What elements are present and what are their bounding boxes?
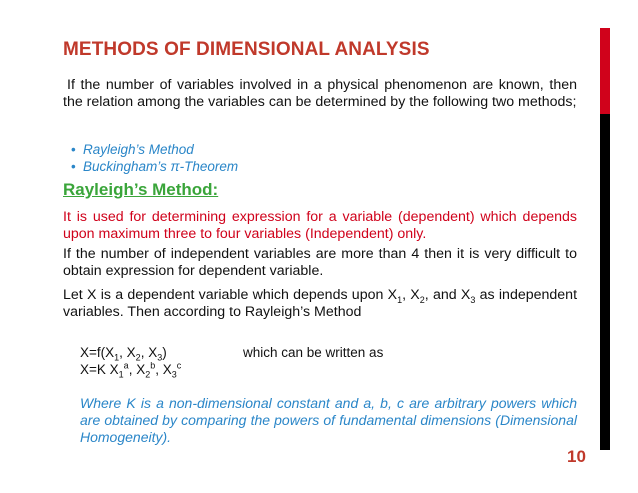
eq-part: , X bbox=[155, 362, 172, 377]
intro-text: If the number of variables involved in a physical phenomenon are known, then the relation among the variables can be determined by the following two methods; bbox=[63, 77, 577, 110]
let-text-2: , X bbox=[402, 287, 420, 303]
let-text-1: Let X is a dependent variable which depends upon X bbox=[63, 287, 398, 303]
bullet-icon: • bbox=[71, 142, 76, 157]
eq-part: , X bbox=[140, 345, 158, 360]
subscript: 3 bbox=[157, 352, 163, 363]
page-number: 10 bbox=[567, 447, 586, 466]
method-rayleigh: Rayleigh’s Method bbox=[83, 142, 194, 157]
method-buckingham: Buckingham’s π-Theorem bbox=[83, 159, 239, 174]
eq-part: ) bbox=[162, 345, 167, 360]
slide-title: METHODS OF DIMENSIONAL ANALYSIS bbox=[63, 39, 430, 60]
accent-bar-black bbox=[600, 114, 610, 450]
methods-list bbox=[71, 141, 238, 175]
subscript: 3 bbox=[470, 294, 476, 305]
definition-paragraph: It is used for determining expression for a variable (dependent) which depends upon maximum three to four variables (Independent) only. bbox=[63, 209, 577, 242]
subscript: 2 bbox=[135, 352, 141, 363]
limitation-paragraph: If the number of independent variables are more than 4 then it is very difficult to obtain expression for dependent variable. bbox=[63, 246, 577, 279]
intro-paragraph bbox=[63, 77, 577, 111]
let-statement bbox=[63, 287, 577, 321]
subscript: 1 bbox=[397, 294, 403, 305]
equation-function bbox=[80, 345, 167, 363]
superscript: b bbox=[150, 360, 156, 371]
accent-bar-red bbox=[600, 28, 610, 114]
equation-note: which can be written as bbox=[243, 345, 384, 360]
superscript: a bbox=[123, 360, 129, 371]
section-heading: Rayleigh’s Method: bbox=[63, 180, 219, 199]
subscript: 1 bbox=[114, 352, 120, 363]
eq-part: , X bbox=[128, 362, 146, 377]
subscript: 2 bbox=[145, 369, 151, 380]
equation-power-form bbox=[80, 360, 182, 380]
eq-part: X=f(X bbox=[80, 345, 115, 360]
subscript: 3 bbox=[171, 369, 177, 380]
subscript: 1 bbox=[118, 369, 124, 380]
list-item bbox=[71, 141, 238, 158]
eq-part: , X bbox=[119, 345, 136, 360]
let-text-3: , and X bbox=[424, 287, 471, 303]
constant-note: Where K is a non-dimensional constant and a, b, c are arbitrary powers which are obtained by comparing the powers of fundamental dimensions (Dimensional Homogeneity). bbox=[80, 395, 577, 445]
superscript: c bbox=[176, 360, 182, 371]
list-item bbox=[71, 158, 238, 175]
let-text-4: as independent variables. Then according to Rayleigh’s Method bbox=[63, 287, 578, 320]
bullet-icon: • bbox=[71, 159, 76, 174]
subscript: 2 bbox=[419, 294, 425, 305]
eq-part: X=K X bbox=[80, 362, 119, 377]
